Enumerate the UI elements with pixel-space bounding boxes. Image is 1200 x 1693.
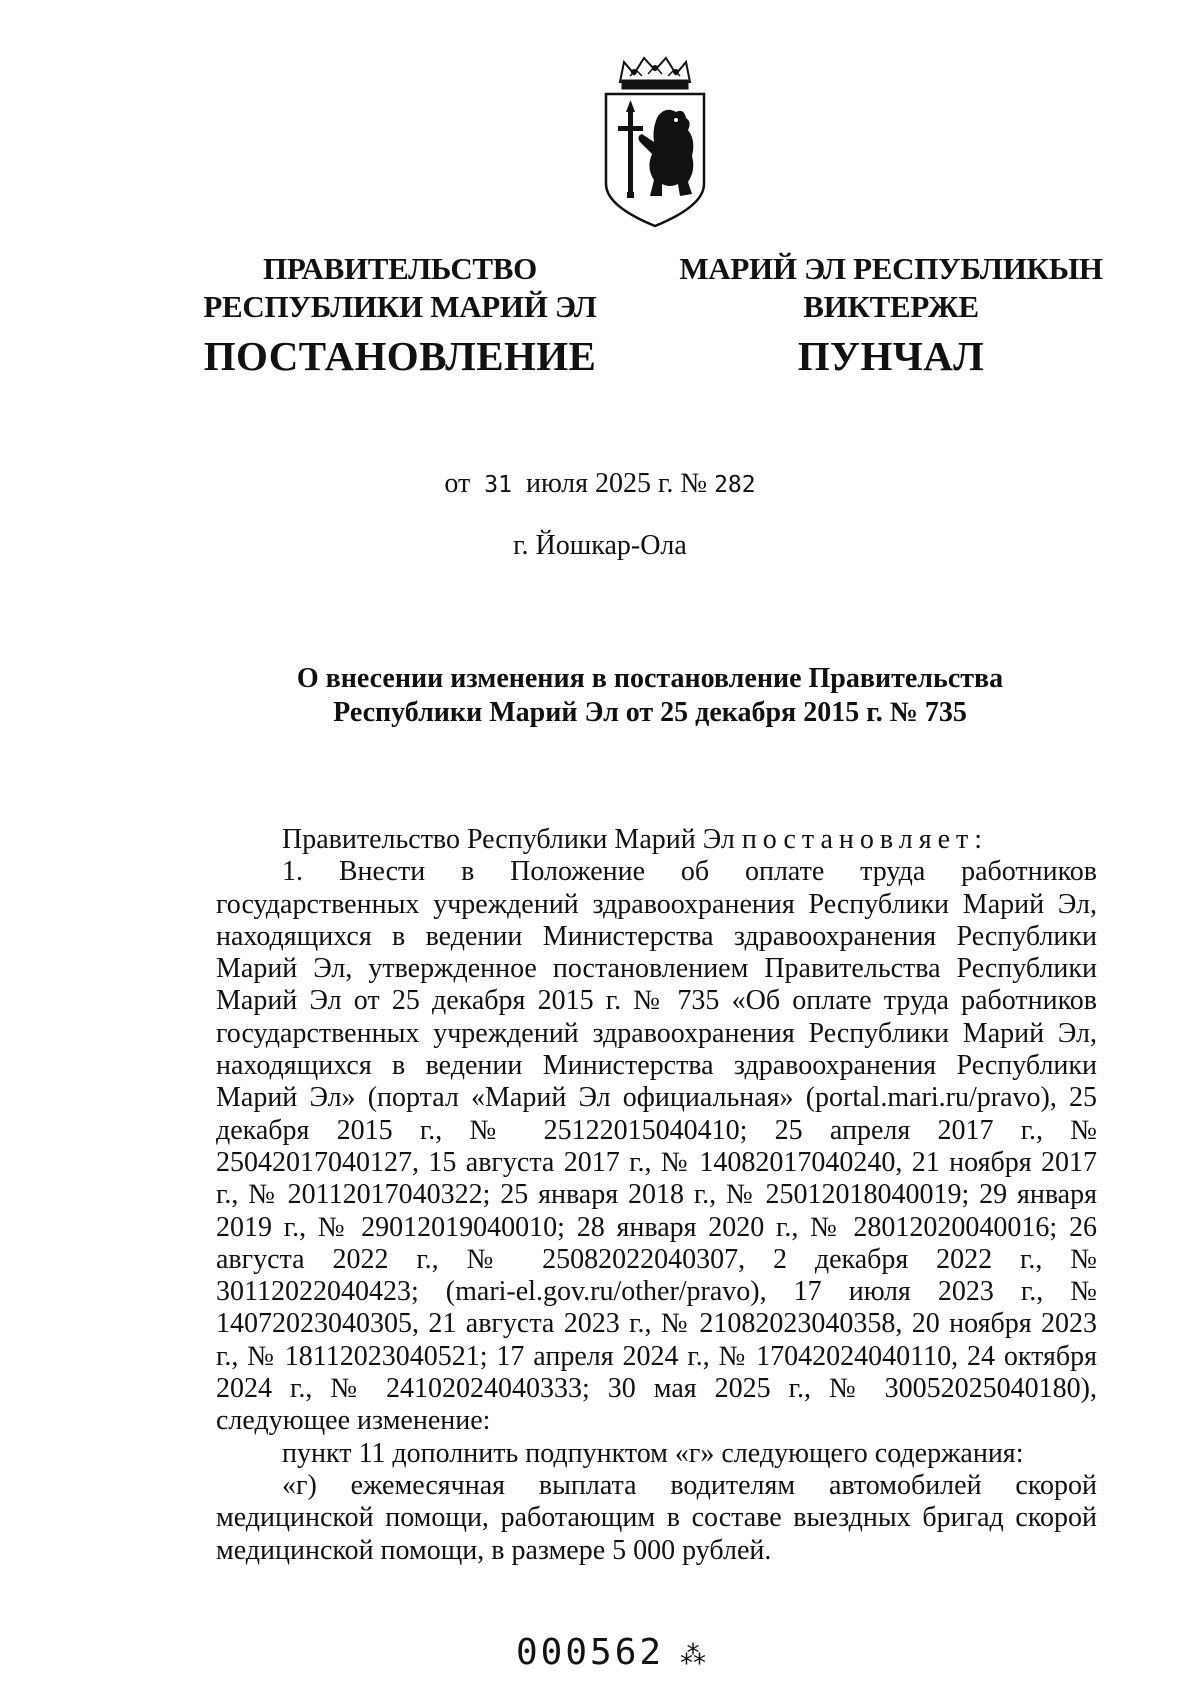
city: г. Йошкар-Ола: [513, 530, 687, 561]
title-line1: О внесении изменения в постановление Правительства: [296, 663, 1004, 694]
coat-of-arms-bear-icon: [600, 56, 710, 232]
intro-paragraph: [216, 824, 1097, 856]
header-left-line2: РЕСПУБЛИКИ МАРИЙ ЭЛ: [203, 289, 597, 324]
header-left-line1: ПРАВИТЕЛЬСТВО: [263, 251, 537, 286]
paragraph-2: пункт 11 дополнить подпунктом «г» следующего содержания:: [282, 1437, 1024, 1469]
header-right-line2: ВИКТЕРЖЕ: [803, 289, 979, 324]
date-month-year: июля 2025 г. №: [525, 468, 708, 499]
serial-number: 000562: [516, 1632, 665, 1673]
doc-number: 282: [714, 472, 756, 498]
document-title: [200, 662, 1100, 730]
date-day: 31: [484, 472, 512, 498]
asterism-icon: ⁂: [680, 1641, 707, 1671]
title-line2: Республики Марий Эл от 25 декабря 2015 г. № 735: [333, 697, 967, 728]
date-prefix: от: [444, 468, 471, 499]
header-left: [200, 250, 600, 380]
document-body: [216, 824, 1097, 1567]
paragraph-3: «г) ежемесячная выплата водителям автомобилей скорой медицинской помощи, работающим в составе выездных бригад скорой медицинской помощи, в размере 5 000 рублей.: [216, 1469, 1097, 1566]
intro-verb: постановляет:: [741, 824, 989, 855]
date-line: [0, 468, 1200, 500]
header-right: [666, 250, 1116, 380]
doc-type-mari: ПУНЧАЛ: [797, 333, 985, 379]
paragraph-1: 1. Внести в Положение об оплате труда работников государственных учреждений здравоохранения Республики Марий Эл, находящихся в ведении Министерства здравоохранения Республики Марий Эл, утвержденное постановлением Правительства Республики Марий Эл от 25 декабря 2015 г. № 735 «Об оплате труда работников государственных учреждений здравоохранения Республики Марий Эл, находящихся в ведении Министерства здравоохранения Республики Марий Эл» (портал «Марий Эл официальная» (portal.mari.ru/pravo), 25 декабря 2015 г., № 25122015040410; 25 апреля 2017 г., № 25042017040127, 15 августа 2017 г., № 14082017040240, 21 ноября 2017 г., № 20112017040322; 25 января 2018 г., № 25012018040019; 29 января 2019 г., № 29012019040010; 28 января 2020 г., № 28012020040016; 26 августа 2022 г., № 25082022040307, 2 декабря 2022 г., № 30112022040423; (mari-el.gov.ru/other/pravo), 17 июля 2023 г., № 14072023040305, 21 августа 2023 г., № 21082023040358, 20 ноября 2023 г., № 18112023040521; 17 апреля 2024 г., № 17042024040110, 24 октября 2024 г., № 24102024040333; 30 мая 2025 г., № 30052025040180), следующее изменение:: [216, 856, 1097, 1437]
doc-type-ru: ПОСТАНОВЛЕНИЕ: [203, 333, 597, 379]
header-right-line1: МАРИЙ ЭЛ РЕСПУБЛИКЫН: [679, 251, 1103, 286]
intro-text: Правительство Республики Марий Эл: [282, 824, 742, 855]
footer-serial-line: [516, 1632, 776, 1673]
